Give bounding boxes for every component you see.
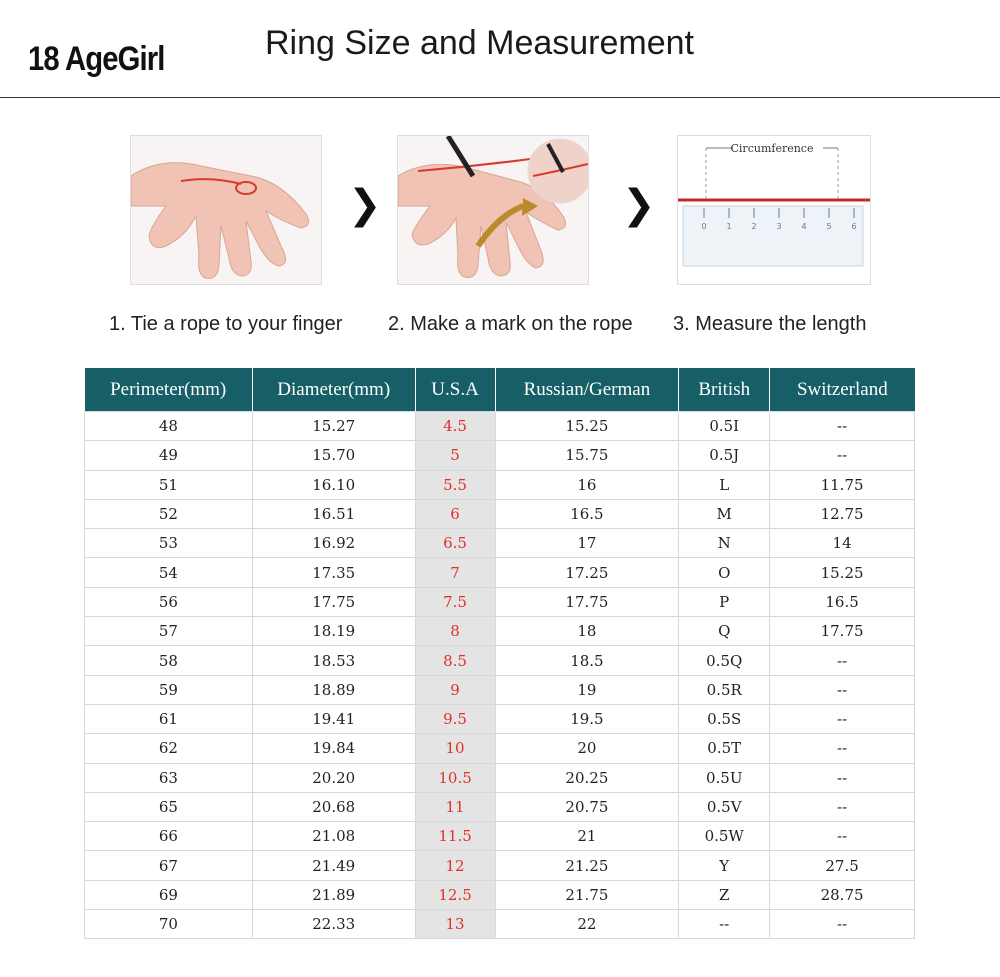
cell-russian-german: 15.25 <box>495 412 679 441</box>
cell-switzerland: 16.5 <box>770 587 915 616</box>
cell-diameter: 19.84 <box>252 734 415 763</box>
cell-switzerland: 14 <box>770 529 915 558</box>
table-row <box>85 910 915 939</box>
cell-diameter: 18.89 <box>252 675 415 704</box>
cell-perimeter: 58 <box>85 646 253 675</box>
cell-diameter: 18.53 <box>252 646 415 675</box>
cell-switzerland: -- <box>770 441 915 470</box>
step-1-caption: 1. Tie a rope to your finger <box>109 313 343 335</box>
cell-perimeter: 69 <box>85 880 253 909</box>
chevron-right-icon: ❯ <box>622 182 656 228</box>
cell-diameter: 22.33 <box>252 910 415 939</box>
cell-perimeter: 52 <box>85 499 253 528</box>
cell-usa: 7.5 <box>415 587 495 616</box>
cell-russian-german: 21.25 <box>495 851 679 880</box>
cell-british: N <box>679 529 770 558</box>
cell-usa: 4.5 <box>415 412 495 441</box>
cell-usa: 13 <box>415 910 495 939</box>
cell-russian-german: 17.25 <box>495 558 679 587</box>
step3-ruler-image <box>677 135 871 285</box>
cell-russian-german: 20 <box>495 734 679 763</box>
cell-british: 0.5I <box>679 412 770 441</box>
cell-diameter: 20.68 <box>252 792 415 821</box>
svg-text:3: 3 <box>776 222 782 231</box>
table-row <box>85 412 915 441</box>
cell-russian-german: 22 <box>495 910 679 939</box>
header-usa: U.S.A <box>415 368 495 412</box>
cell-diameter: 16.92 <box>252 529 415 558</box>
cell-usa: 8 <box>415 617 495 646</box>
cell-diameter: 16.51 <box>252 499 415 528</box>
cell-british: 0.5U <box>679 763 770 792</box>
cell-usa: 9.5 <box>415 704 495 733</box>
cell-perimeter: 51 <box>85 470 253 499</box>
cell-switzerland: 17.75 <box>770 617 915 646</box>
header-diameter: Diameter(mm) <box>252 368 415 412</box>
cell-british: 0.5V <box>679 792 770 821</box>
cell-switzerland: -- <box>770 646 915 675</box>
cell-usa: 8.5 <box>415 646 495 675</box>
svg-text:0: 0 <box>701 222 707 231</box>
cell-switzerland: -- <box>770 704 915 733</box>
cell-diameter: 16.10 <box>252 470 415 499</box>
table-row <box>85 763 915 792</box>
cell-british: 0.5T <box>679 734 770 763</box>
cell-diameter: 18.19 <box>252 617 415 646</box>
step-3-caption: 3. Measure the length <box>673 313 867 335</box>
cell-british: -- <box>679 910 770 939</box>
cell-usa: 11.5 <box>415 822 495 851</box>
cell-russian-german: 15.75 <box>495 441 679 470</box>
cell-switzerland: 12.75 <box>770 499 915 528</box>
table-row <box>85 704 915 733</box>
svg-text:2: 2 <box>751 222 757 231</box>
cell-switzerland: -- <box>770 734 915 763</box>
brand-logo: 18 AgeGirl <box>28 40 165 78</box>
cell-perimeter: 65 <box>85 792 253 821</box>
cell-perimeter: 70 <box>85 910 253 939</box>
table-row <box>85 792 915 821</box>
table-row <box>85 529 915 558</box>
header-divider <box>0 97 1000 98</box>
cell-diameter: 21.89 <box>252 880 415 909</box>
cell-russian-german: 19 <box>495 675 679 704</box>
header-perimeter: Perimeter(mm) <box>85 368 253 412</box>
cell-switzerland: -- <box>770 763 915 792</box>
cell-usa: 5 <box>415 441 495 470</box>
header-switzerland: Switzerland <box>770 368 915 412</box>
cell-usa: 11 <box>415 792 495 821</box>
table-row <box>85 470 915 499</box>
cell-perimeter: 59 <box>85 675 253 704</box>
cell-perimeter: 49 <box>85 441 253 470</box>
cell-british: 0.5W <box>679 822 770 851</box>
table-row <box>85 734 915 763</box>
cell-perimeter: 61 <box>85 704 253 733</box>
cell-russian-german: 18 <box>495 617 679 646</box>
cell-diameter: 17.75 <box>252 587 415 616</box>
cell-british: 0.5J <box>679 441 770 470</box>
cell-british: 0.5S <box>679 704 770 733</box>
cell-russian-german: 17 <box>495 529 679 558</box>
cell-usa: 5.5 <box>415 470 495 499</box>
cell-switzerland: 28.75 <box>770 880 915 909</box>
cell-russian-german: 17.75 <box>495 587 679 616</box>
cell-perimeter: 48 <box>85 412 253 441</box>
cell-british: O <box>679 558 770 587</box>
table-row <box>85 617 915 646</box>
cell-perimeter: 63 <box>85 763 253 792</box>
table-row <box>85 880 915 909</box>
table-row <box>85 851 915 880</box>
table-row <box>85 822 915 851</box>
page-title: Ring Size and Measurement <box>265 24 695 62</box>
cell-russian-german: 20.75 <box>495 792 679 821</box>
cell-switzerland: -- <box>770 822 915 851</box>
cell-switzerland: -- <box>770 910 915 939</box>
cell-usa: 10.5 <box>415 763 495 792</box>
cell-russian-german: 16 <box>495 470 679 499</box>
cell-diameter: 17.35 <box>252 558 415 587</box>
table-header-row <box>85 368 915 412</box>
step2-mark-rope-image <box>397 135 589 285</box>
cell-british: Z <box>679 880 770 909</box>
cell-perimeter: 62 <box>85 734 253 763</box>
cell-british: M <box>679 499 770 528</box>
cell-diameter: 21.49 <box>252 851 415 880</box>
cell-russian-german: 21 <box>495 822 679 851</box>
cell-perimeter: 67 <box>85 851 253 880</box>
svg-text:6: 6 <box>851 222 857 231</box>
cell-usa: 9 <box>415 675 495 704</box>
cell-british: Y <box>679 851 770 880</box>
cell-russian-german: 21.75 <box>495 880 679 909</box>
cell-diameter: 21.08 <box>252 822 415 851</box>
cell-diameter: 19.41 <box>252 704 415 733</box>
cell-switzerland: -- <box>770 412 915 441</box>
table-row <box>85 558 915 587</box>
svg-text:1: 1 <box>726 222 732 231</box>
cell-russian-german: 18.5 <box>495 646 679 675</box>
step1-finger-rope-image <box>130 135 322 285</box>
cell-diameter: 20.20 <box>252 763 415 792</box>
header-russian-german: Russian/German <box>495 368 679 412</box>
cell-perimeter: 57 <box>85 617 253 646</box>
svg-text:4: 4 <box>801 222 807 231</box>
cell-switzerland: 11.75 <box>770 470 915 499</box>
cell-usa: 12.5 <box>415 880 495 909</box>
cell-british: P <box>679 587 770 616</box>
cell-switzerland: -- <box>770 675 915 704</box>
cell-usa: 12 <box>415 851 495 880</box>
cell-diameter: 15.27 <box>252 412 415 441</box>
table-row <box>85 441 915 470</box>
cell-british: 0.5R <box>679 675 770 704</box>
cell-british: 0.5Q <box>679 646 770 675</box>
table-row <box>85 675 915 704</box>
cell-switzerland: 15.25 <box>770 558 915 587</box>
cell-british: L <box>679 470 770 499</box>
table-row <box>85 587 915 616</box>
cell-switzerland: 27.5 <box>770 851 915 880</box>
circumference-label: Circumference <box>730 142 814 155</box>
cell-perimeter: 53 <box>85 529 253 558</box>
step-2-caption: 2. Make a mark on the rope <box>388 313 633 335</box>
header-british: British <box>679 368 770 412</box>
table-row <box>85 646 915 675</box>
cell-russian-german: 16.5 <box>495 499 679 528</box>
cell-usa: 6 <box>415 499 495 528</box>
cell-perimeter: 56 <box>85 587 253 616</box>
ring-size-table <box>84 368 915 939</box>
cell-diameter: 15.70 <box>252 441 415 470</box>
cell-switzerland: -- <box>770 792 915 821</box>
cell-usa: 10 <box>415 734 495 763</box>
svg-text:5: 5 <box>826 222 832 231</box>
cell-perimeter: 66 <box>85 822 253 851</box>
cell-usa: 7 <box>415 558 495 587</box>
cell-russian-german: 20.25 <box>495 763 679 792</box>
cell-usa: 6.5 <box>415 529 495 558</box>
cell-russian-german: 19.5 <box>495 704 679 733</box>
chevron-right-icon: ❯ <box>348 182 382 228</box>
table-row <box>85 499 915 528</box>
cell-perimeter: 54 <box>85 558 253 587</box>
cell-british: Q <box>679 617 770 646</box>
